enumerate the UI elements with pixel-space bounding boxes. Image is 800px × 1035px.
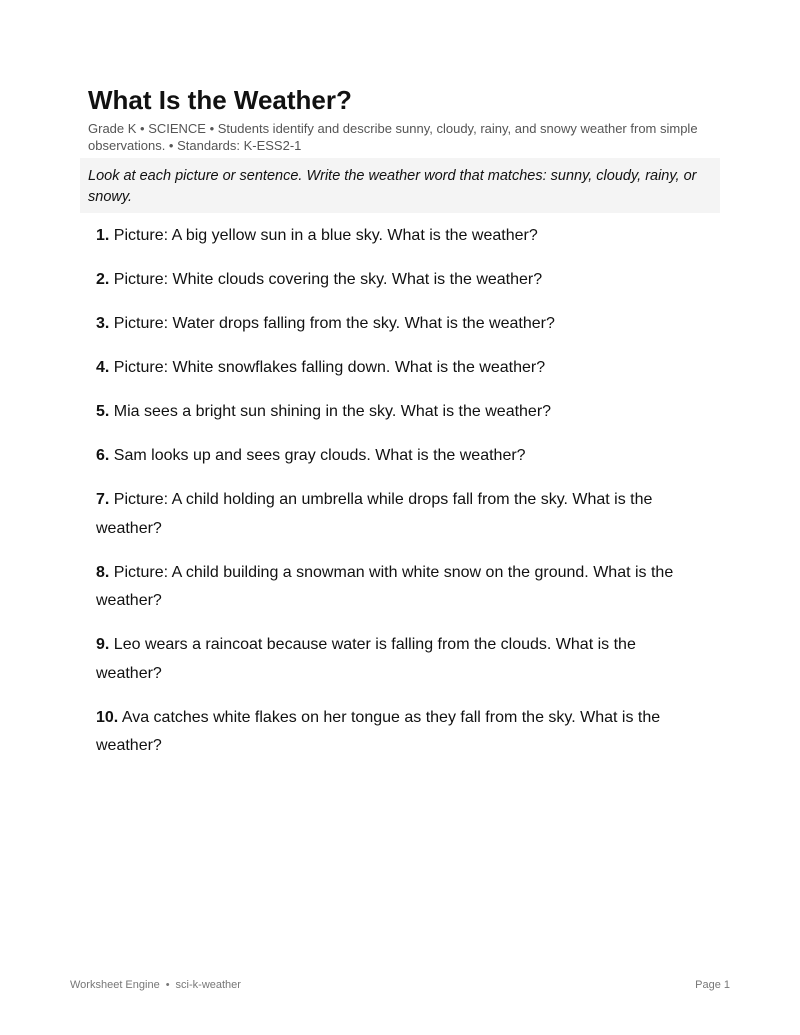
question-number: 8. [96, 563, 110, 581]
question-text: Picture: A child holding an umbrella while drops fall from the sky. What is the weather? [96, 491, 653, 537]
question-item [96, 486, 700, 543]
question-item [96, 559, 700, 616]
footer-source [70, 978, 241, 992]
instructions-box: Look at each picture or sentence. Write the weather word that matches: sunny, cloudy, rainy, or snowy. [80, 158, 720, 213]
page-title: What Is the Weather? [88, 85, 352, 115]
footer-engine: Worksheet Engine [70, 979, 160, 991]
question-item [96, 266, 700, 295]
question-text: Picture: A big yellow sun in a blue sky. What is the weather? [113, 227, 538, 244]
question-item [96, 704, 700, 761]
question-number: 10. [96, 708, 119, 726]
question-item [96, 398, 700, 427]
question-text: Picture: White clouds covering the sky. What is the weather? [113, 271, 543, 288]
question-text: Picture: Water drops falling from the sky. What is the weather? [113, 315, 555, 332]
question-number: 7. [96, 491, 110, 508]
question-number: 4. [96, 359, 110, 376]
question-number: 1. [96, 227, 110, 244]
question-text: Sam looks up and sees gray clouds. What is the weather? [113, 447, 526, 464]
question-text: Mia sees a bright sun shining in the sky. What is the weather? [113, 403, 552, 420]
worksheet-subtitle: Grade K • SCIENCE • Students identify and describe sunny, cloudy, rainy, and snowy weather from simple observations. • Standards: K-ESS2-1 [88, 121, 698, 153]
question-item [96, 222, 700, 251]
question-item [96, 354, 700, 383]
question-text: Leo wears a raincoat because water is falling from the clouds. What is the weather? [96, 636, 636, 682]
question-item [96, 442, 700, 471]
question-number: 3. [96, 315, 110, 332]
question-text: Ava catches white flakes on her tongue as they fall from the sky. What is the weather? [96, 708, 661, 754]
question-list [96, 222, 700, 776]
question-item [96, 310, 700, 339]
question-number: 2. [96, 271, 110, 288]
question-text: Picture: A child building a snowman with white snow on the ground. What is the weather? [96, 563, 674, 609]
footer-separator: • [165, 979, 170, 991]
question-number: 5. [96, 403, 110, 420]
question-number: 6. [96, 447, 110, 464]
page-number: Page 1 [695, 979, 730, 991]
question-number: 9. [96, 636, 110, 653]
footer-worksheet-id: sci-k-weather [175, 979, 241, 991]
question-item [96, 631, 700, 688]
question-text: Picture: White snowflakes falling down. What is the weather? [113, 359, 546, 376]
